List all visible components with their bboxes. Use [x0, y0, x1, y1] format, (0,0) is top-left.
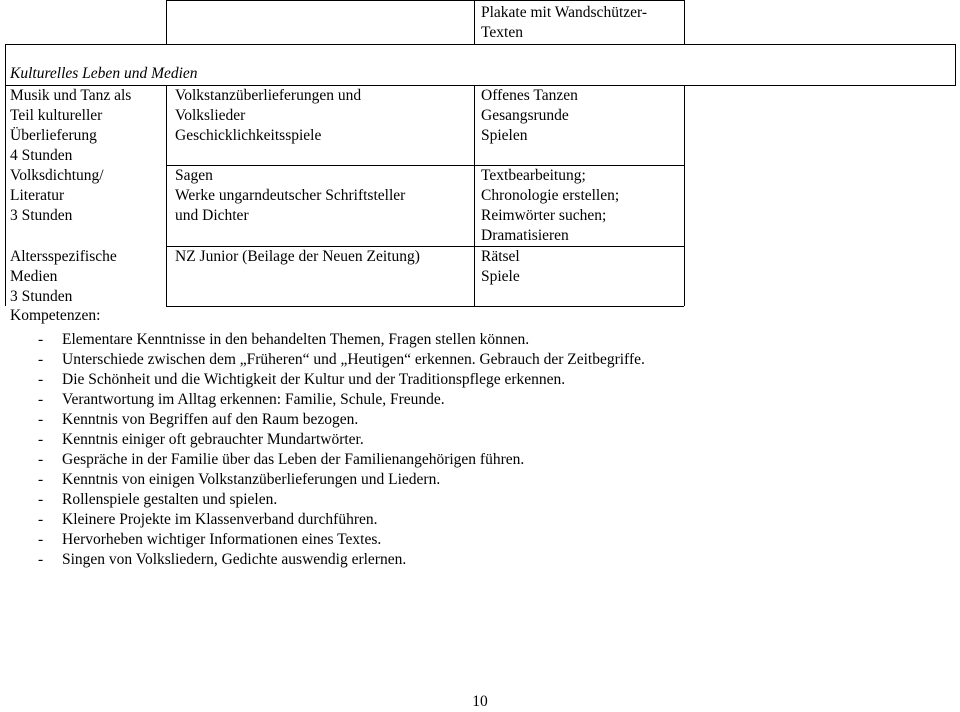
table-line-row3	[166, 306, 684, 307]
list-item	[0, 470, 960, 490]
page-number: 10	[472, 693, 488, 710]
list-item-text: Singen von Volksliedern, Gedichte auswendig erlernen.	[62, 551, 407, 568]
list-item	[0, 330, 960, 350]
list-item-text: Verantwortung im Alltag erkennen: Familie, Schule, Freunde.	[62, 391, 445, 408]
row1-topic-cell: Musik und Tanz als Teil kultureller Überlieferung 4 Stunden	[10, 87, 132, 164]
row1-content-cell: Volkstanzüberlieferungen und Volkslieder Geschicklichkeitsspiele	[175, 87, 362, 144]
bullet: -	[38, 511, 44, 528]
table-line-col1-b	[166, 85, 167, 306]
list-item-text: Kenntnis von Begriffen auf den Raum bezogen.	[62, 411, 359, 428]
bullet: -	[38, 391, 44, 408]
row3-content-cell: NZ Junior (Beilage der Neuen Zeitung)	[175, 248, 420, 265]
row2-content-cell: Sagen Werke ungarndeutscher Schriftsteller und Dichter	[175, 167, 406, 224]
bullet: -	[38, 431, 44, 448]
bullet: -	[38, 471, 44, 488]
table-line-top	[166, 0, 684, 1]
list-item	[0, 490, 960, 510]
list-item	[0, 350, 960, 370]
list-item	[0, 390, 960, 410]
list-item	[0, 550, 960, 570]
list-item	[0, 410, 960, 430]
list-item-text: Rollenspiele gestalten und spielen.	[62, 491, 278, 508]
table-line-col3	[684, 0, 685, 44]
row2-topic-cell: Volksdichtung/ Literatur 3 Stunden	[10, 167, 104, 224]
bullet: -	[38, 551, 44, 568]
table-line-section-top	[5, 44, 956, 45]
bullet: -	[38, 351, 44, 368]
table-line-col2	[474, 0, 475, 44]
list-item-text: Die Schönheit und die Wichtigkeit der Kultur und der Traditionspflege erkennen.	[62, 371, 566, 388]
list-item	[0, 370, 960, 390]
list-item-text: Gespräche in der Familie über das Leben der Familienangehörigen führen.	[62, 451, 525, 468]
table-line-left	[5, 44, 6, 306]
list-item-text: Kleinere Projekte im Klassenverband durchführen.	[62, 511, 378, 528]
bullet: -	[38, 371, 44, 388]
row1-methods-cell: Offenes Tanzen Gesangsrunde Spielen	[481, 87, 578, 144]
table-line-col3-b	[684, 85, 685, 306]
section-title: Kulturelles Leben und Medien	[10, 65, 198, 82]
table-line-col2-b	[474, 85, 475, 306]
list-item	[0, 530, 960, 550]
bullet: -	[38, 531, 44, 548]
bullet: -	[38, 451, 44, 468]
row3-methods-cell: Rätsel Spiele	[481, 248, 520, 285]
list-item-text: Elementare Kenntnisse in den behandelten Themen, Fragen stellen können.	[62, 331, 530, 348]
list-item	[0, 450, 960, 470]
row3-topic-cell: Altersspezifische Medien 3 Stunden	[10, 248, 117, 305]
bullet: -	[38, 411, 44, 428]
list-item-text: Unterschiede zwischen dem „Früheren“ und „Heutigen“ erkennen. Gebrauch der Zeitbegriffe.	[62, 351, 645, 368]
list-item-text: Kenntnis von einigen Volkstanzüberlieferungen und Liedern.	[62, 471, 441, 488]
row2-methods-cell: Textbearbeitung; Chronologie erstellen; Reimwörter suchen; Dramatisieren	[481, 167, 620, 244]
list-item-text: Kenntnis einiger oft gebrauchter Mundartwörter.	[62, 431, 364, 448]
bullet: -	[38, 331, 44, 348]
list-item	[0, 510, 960, 530]
competences-label: Kompetenzen:	[10, 307, 101, 324]
list-item-text: Hervorheben wichtiger Informationen eines Textes.	[62, 531, 382, 548]
top-row-methods-cell: Plakate mit Wandschützer- Texten	[481, 4, 648, 41]
table-line-right	[955, 44, 956, 85]
table-line-col1	[166, 0, 167, 44]
bullet: -	[38, 491, 44, 508]
list-item	[0, 430, 960, 450]
